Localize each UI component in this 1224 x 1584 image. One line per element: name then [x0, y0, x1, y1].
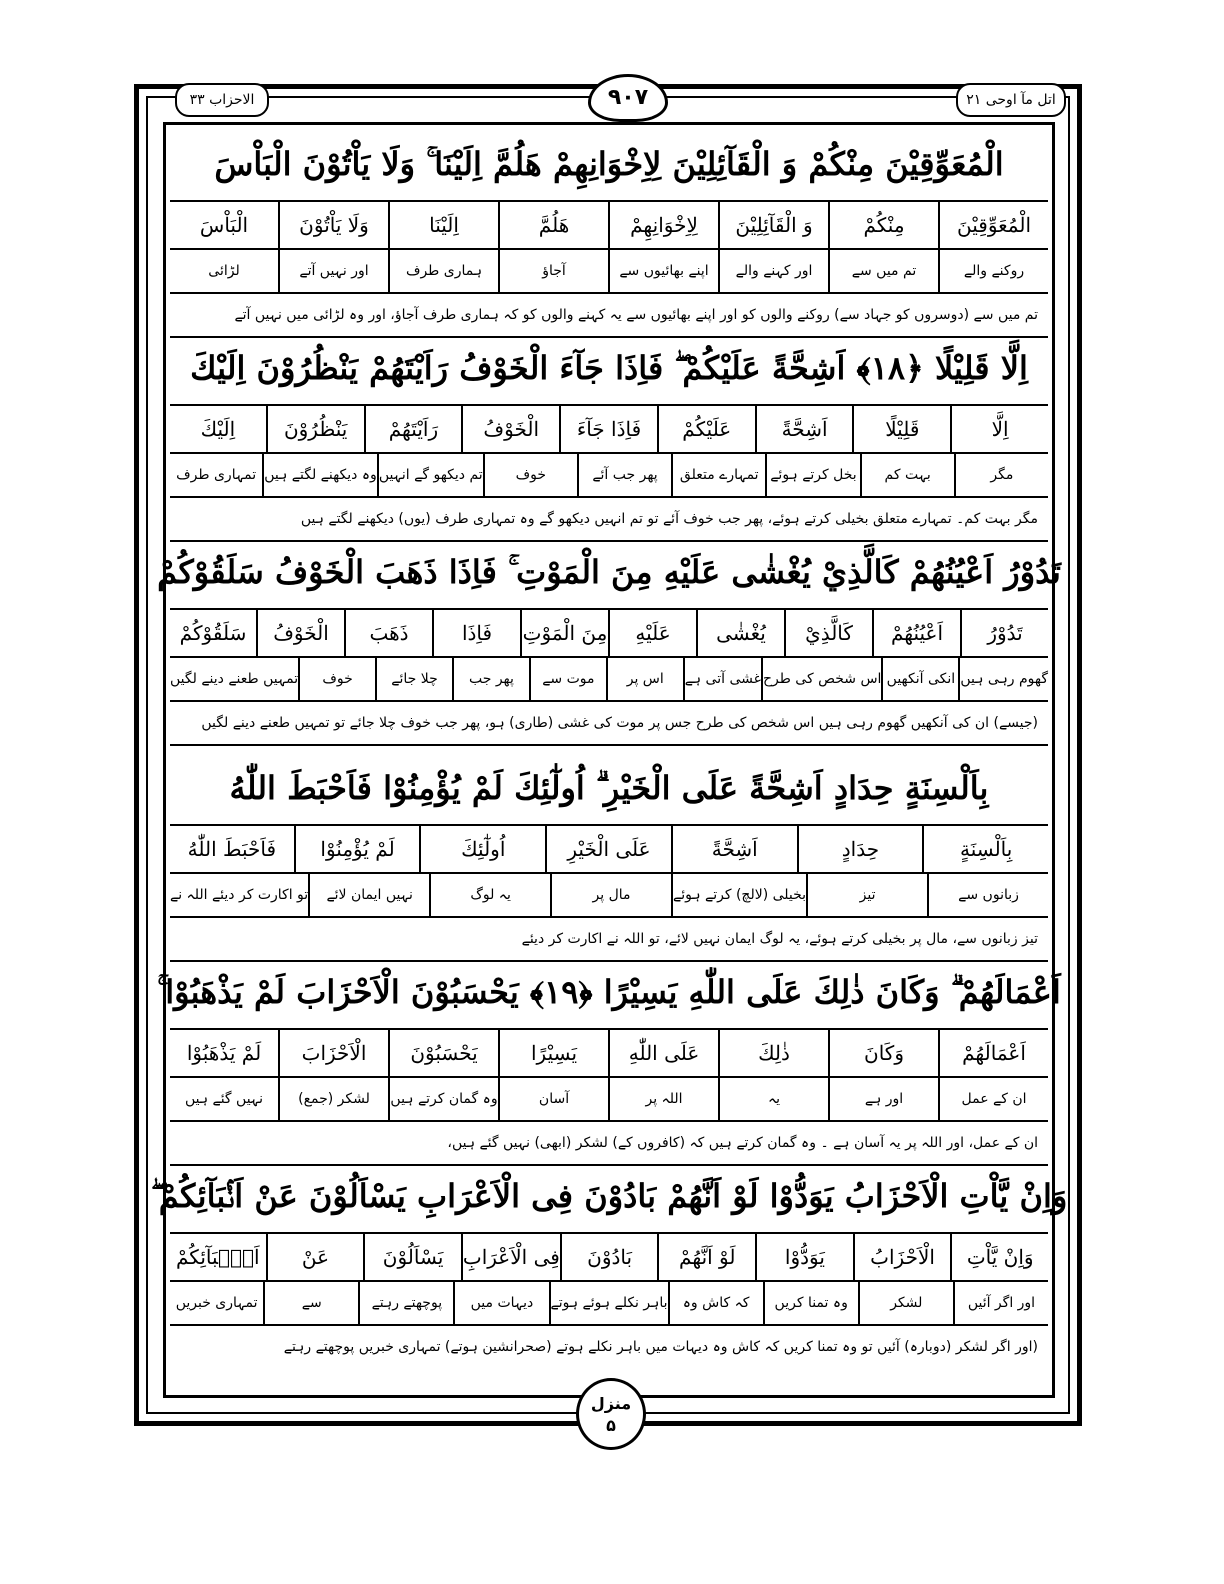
meaning-row — [170, 1078, 1048, 1122]
word-cell: اَشِحَّةً — [671, 826, 797, 872]
meaning-cell: گھوم رہی ہیں — [958, 658, 1048, 700]
meaning-cell: سے — [263, 1282, 358, 1324]
meaning-cell: اس شخص کی طرح — [761, 658, 882, 700]
word-cell: وَكَانَ — [828, 1030, 938, 1076]
manzil-badge — [576, 1378, 646, 1450]
surah-label: الاحزاب ۳۳ — [175, 83, 269, 117]
meaning-cell: نہیں ایمان لائے — [308, 874, 429, 916]
ayah-text: بِاَلْسِنَةٍ حِدَادٍ اَشِحَّةً عَلَى الْخَيْرِ ۗ اُولٰٓئِكَ لَمْ يُؤْمِنُوْا فَاَحْبَطَ اللّٰهُ — [170, 752, 1048, 826]
meaning-cell: تو اکارت کر دیئے اللہ نے — [169, 887, 309, 903]
translation-line: تم میں سے (دوسروں کو جہاد سے) روکنے والوں کو اور اپنے بھائیوں سے یہ کہنے والوں کو کہ ہماری طرف آجاؤ، اور وہ لڑائی میں نہیں آتے — [170, 294, 1048, 338]
word-row — [170, 406, 1048, 454]
word-cell: رَاَيْتَهُمْ — [364, 406, 462, 452]
word-cell: تَدُوْرُ — [960, 610, 1048, 656]
word-cell: لَمْ يَذْهَبُوْا — [186, 1041, 262, 1065]
translation-line: مگر بہت کم۔ تمہارے متعلق بخیلی کرتے ہوئے، پھر جب خوف آئے تو تم انہیں دیکھو گے وہ تمہاری طرف (یوں) دیکھنے لگتے ہیں — [170, 498, 1048, 542]
ayah-text: اِلَّا قَلِيْلًا ﴿۱۸﴾ اَشِحَّةً عَلَيْكُمْ ۖ فَاِذَا جَآءَ الْخَوْفُ رَاَيْتَهُمْ يَنْظُرُوْنَ اِلَيْكَ — [170, 332, 1048, 406]
verse-section-5 — [157, 956, 1061, 1166]
word-cell: الْخَوْفُ — [461, 406, 559, 452]
word-cell: الْاَحْزَابَ — [278, 1030, 388, 1076]
word-cell: اَنْۢبَآئِكُمْ — [175, 1245, 260, 1269]
word-cell: الْمُعَوِّقِيْنَ — [938, 202, 1048, 248]
word-cell: هَلُمَّ — [498, 202, 608, 248]
word-cell: ذَهَبَ — [344, 610, 432, 656]
verse-section-1 — [170, 128, 1048, 338]
meaning-cell: تم میں سے — [828, 250, 938, 292]
meaning-cell: یہ لوگ — [429, 874, 550, 916]
word-cell: لَمْ يُؤْمِنُوْا — [294, 826, 420, 872]
word-cell: بَادُوْنَ — [560, 1234, 658, 1280]
word-cell: الْخَوْفُ — [256, 610, 344, 656]
meaning-cell: تمہارے متعلق — [671, 454, 765, 496]
meaning-cell: لشکر (جمع) — [278, 1078, 388, 1120]
meaning-cell: وہ دیکھنے لگتے ہیں — [262, 454, 377, 496]
word-cell: بِاَلْسِنَةٍ — [922, 826, 1048, 872]
translation-line: (اور اگر لشکر (دوبارہ) آئیں تو وہ تمنا کریں کہ کاش وہ دیہات میں باہر نکلے ہوتے (صحرانشین ہوتے) تمہاری خبریں پوچھتے رہتے — [283, 1339, 1038, 1355]
word-row — [170, 1234, 1048, 1282]
meaning-cell: اور اگر آئیں — [953, 1282, 1048, 1324]
word-row — [170, 826, 1048, 874]
meaning-cell: پوچھتے رہتے — [358, 1282, 453, 1324]
word-cell: فَاَحْبَطَ اللّٰهُ — [187, 837, 277, 861]
translation-line: (جیسے) ان کی آنکھیں گھوم رہی ہیں اس شخص کی طرح جس پر موت کی غشی (طاری) ہو، پھر جب خوف چلا جائے تو تمہیں طعنے دینے لگیں — [170, 702, 1048, 746]
meaning-cell: تمہیں طعنے دینے لگیں — [169, 671, 299, 687]
verse-section-6 — [150, 1160, 1068, 1368]
meaning-cell: آجاؤ — [498, 250, 608, 292]
meaning-cell: مگر — [954, 454, 1048, 496]
meaning-cell: پھر جب آئے — [577, 454, 671, 496]
word-cell: وَ الْقَآئِلِيْنَ — [718, 202, 828, 248]
meaning-cell: اس پر — [606, 658, 683, 700]
meaning-cell: خوف — [483, 454, 577, 496]
word-cell: مِنَ الْمَوْتِ — [520, 610, 608, 656]
meaning-cell: موت سے — [529, 658, 606, 700]
meaning-cell: لشکر — [858, 1282, 953, 1324]
meaning-cell: تمہاری خبریں — [175, 1295, 258, 1311]
meaning-row — [170, 658, 1048, 702]
meaning-cell: تمہاری طرف — [176, 467, 257, 483]
page-number: ۹۰۷ — [588, 74, 668, 122]
word-cell: لَوْ اَنَّهُمْ — [657, 1234, 755, 1280]
meaning-cell: اللہ پر — [608, 1078, 718, 1120]
word-row — [170, 202, 1048, 250]
word-cell: اَشِحَّةً — [755, 406, 853, 452]
manzil-number: ۵ — [606, 1416, 616, 1435]
ayah-text: تَدُوْرُ اَعْيُنُهُمْ كَالَّذِيْ يُغْشٰى عَلَيْهِ مِنَ الْمَوْتِ ۚ فَاِذَا ذَهَبَ الْخَوْفُ سَلَقُوْكُمْ — [170, 536, 1048, 610]
word-cell: يَحْسَبُوْنَ — [388, 1030, 498, 1076]
meaning-cell: پھر جب — [452, 658, 529, 700]
verse-section-3 — [157, 536, 1061, 746]
meaning-cell: بہت کم — [860, 454, 954, 496]
word-cell: فِى الْاَعْرَابِ — [461, 1234, 560, 1280]
word-cell: اَعْيُنُهُمْ — [872, 610, 960, 656]
meaning-cell: آسان — [498, 1078, 608, 1120]
meaning-cell: انکی آنکھیں — [881, 658, 958, 700]
meaning-cell: یہ — [718, 1078, 828, 1120]
verse-section-4 — [170, 752, 1048, 962]
word-cell: وَلَا يَاْتُوْنَ — [278, 202, 388, 248]
word-cell: سَلَقُوْكُمْ — [179, 621, 247, 645]
meaning-cell: زبانوں سے — [927, 874, 1048, 916]
word-cell: فَاِذَا جَآءَ — [559, 406, 657, 452]
meaning-cell: غشی آتی ہے — [683, 658, 761, 700]
word-cell: اُولٰٓئِكَ — [419, 826, 545, 872]
translation-line: ان کے عمل، اور اللہ پر یہ آسان ہے ۔ وہ گمان کرتے ہیں کہ (کافروں کے) لشکر (ابھی) نہیں گئے ہیں، — [170, 1122, 1048, 1166]
meaning-cell: اور نہیں آتے — [278, 250, 388, 292]
word-cell: عَلَى الْخَيْرِ — [545, 826, 671, 872]
word-cell: لِاِخْوَانِهِمْ — [608, 202, 718, 248]
meaning-cell: ان کے عمل — [938, 1078, 1048, 1120]
word-cell: قَلِيْلًا — [852, 406, 950, 452]
meaning-cell: اور ہے — [828, 1078, 938, 1120]
manzil-label: منزل — [590, 1394, 632, 1413]
word-cell: اِلَيْكَ — [200, 417, 236, 441]
translation-line: تیز زبانوں سے، مال پر بخیلی کرتے ہوئے، یہ لوگ ایمان نہیں لائے، تو اللہ نے اکارت کر دیئے — [170, 918, 1048, 962]
meaning-cell: ہماری طرف — [388, 250, 498, 292]
verse-section-2 — [170, 332, 1048, 542]
word-cell: الْاَحْزَابُ — [853, 1234, 951, 1280]
word-cell: اِلَّا — [950, 406, 1048, 452]
word-cell: عَنْ — [266, 1234, 364, 1280]
word-cell: عَلَى اللّٰهِ — [608, 1030, 718, 1076]
meaning-cell: روکنے والے — [938, 250, 1048, 292]
meaning-cell: مال پر — [550, 874, 671, 916]
word-cell: ذٰلِكَ — [718, 1030, 828, 1076]
meaning-cell: چلا جائے — [375, 658, 452, 700]
meaning-row — [170, 874, 1048, 918]
word-cell: يُغْشٰى — [696, 610, 784, 656]
meaning-cell: تیز — [806, 874, 927, 916]
ayah-text: الْمُعَوِّقِيْنَ مِنْكُمْ وَ الْقَآئِلِيْنَ لِاِخْوَانِهِمْ هَلُمَّ اِلَيْنَا ۚ وَلَا يَاْتُوْنَ الْبَاْسَ — [170, 128, 1048, 202]
meaning-row — [170, 1282, 1048, 1326]
word-cell: اِلَيْنَا — [388, 202, 498, 248]
word-cell: مِنْكُمْ — [828, 202, 938, 248]
word-cell: يَوَدُّوْا — [755, 1234, 853, 1280]
ayah-text: اَعْمَالَهُمْ ۗ وَكَانَ ذٰلِكَ عَلَى اللّٰهِ يَسِيْرًا ﴿۱۹﴾ يَحْسَبُوْنَ الْاَحْزَابَ لَمْ يَذْهَبُوْا ۚ — [170, 956, 1048, 1030]
meaning-cell: اپنے بھائیوں سے — [608, 250, 718, 292]
ayah-text: وَاِنْ يَّاْتِ الْاَحْزَابُ يَوَدُّوْا لَوْ اَنَّهُمْ بَادُوْنَ فِى الْاَعْرَابِ يَسْاَلُوْنَ عَنْ اَنْۢبَآئِكُمْ ۖ — [170, 1160, 1048, 1234]
word-cell: وَاِنْ يَّاْتِ — [950, 1234, 1048, 1280]
juz-label: اتل مآ اوحی ۲۱ — [956, 83, 1066, 117]
meaning-cell: باہر نکلے ہوئے ہوتے — [549, 1282, 668, 1324]
meaning-row — [170, 454, 1048, 498]
word-cell: عَلَيْكُمْ — [657, 406, 755, 452]
meaning-cell: کہ کاش وہ — [668, 1282, 763, 1324]
word-cell: الْبَاْسَ — [199, 213, 249, 237]
word-row — [170, 1030, 1048, 1078]
meaning-cell: لڑائی — [208, 263, 240, 279]
word-row — [170, 610, 1048, 658]
meaning-cell: بخل کرتے ہوئے — [765, 454, 859, 496]
word-cell: حِدَادٍ — [797, 826, 923, 872]
meaning-row — [170, 250, 1048, 294]
word-cell: يَسْاَلُوْنَ — [363, 1234, 461, 1280]
word-cell: يَسِيْرًا — [498, 1030, 608, 1076]
meaning-cell: وہ گمان کرتے ہیں — [388, 1078, 498, 1120]
word-cell: يَنْظُرُوْنَ — [266, 406, 364, 452]
meaning-cell: نہیں گئے ہیں — [184, 1091, 264, 1107]
word-cell: اَعْمَالَهُمْ — [938, 1030, 1048, 1076]
meaning-cell: اور کہنے والے — [718, 250, 828, 292]
meaning-cell: وہ تمنا کریں — [763, 1282, 858, 1324]
word-cell: كَالَّذِيْ — [784, 610, 872, 656]
meaning-cell: تم دیکھو گے انہیں — [377, 454, 483, 496]
word-cell: فَاِذَا — [432, 610, 520, 656]
meaning-cell: خوف — [298, 658, 375, 700]
word-cell: عَلَيْهِ — [608, 610, 696, 656]
meaning-cell: بخیلی (لالچ) کرتے ہوئے — [671, 874, 806, 916]
meaning-cell: دیہات میں — [453, 1282, 548, 1324]
